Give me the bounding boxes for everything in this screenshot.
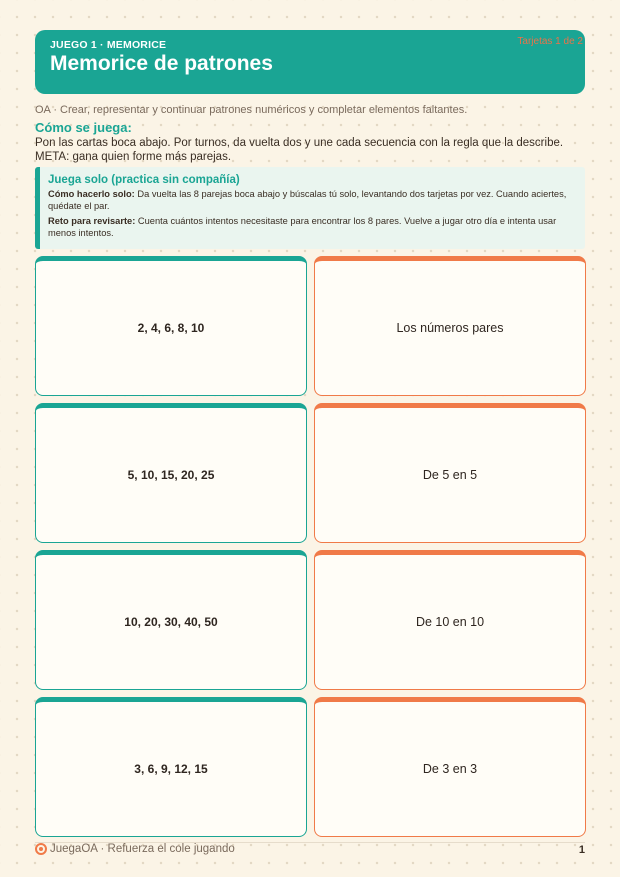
rule-text: De 5 en 5 (422, 468, 478, 482)
solo-play-box (35, 167, 585, 249)
howto-title: Cómo se juega: (35, 120, 132, 135)
solo-how-label: Cómo hacerlo solo: (48, 189, 135, 199)
game-eyebrow: JUEGO 1 · MEMORICE (50, 39, 167, 51)
brand-logo-icon (35, 843, 47, 855)
rule-card[interactable] (314, 550, 586, 690)
rule-text: De 10 en 10 (415, 615, 485, 629)
solo-challenge-label: Reto para revisarte: (48, 216, 136, 226)
sequence-card[interactable] (35, 256, 307, 396)
sheet-tag: Tarjetas 1 de 2 (517, 36, 583, 47)
footer-brand: JuegaOA · Refuerza el cole jugando (50, 843, 235, 855)
sequence-card[interactable] (35, 403, 307, 543)
game-header (35, 30, 585, 94)
page-number: 1 (578, 844, 585, 856)
sequence-text: 3, 6, 9, 12, 15 (134, 762, 208, 776)
rule-card[interactable] (314, 403, 586, 543)
sequence-text: 2, 4, 6, 8, 10 (137, 321, 205, 335)
learning-objective: OA · Crear, representar y continuar patrones numéricos y completar elementos faltantes. (35, 104, 468, 116)
rule-text: De 3 en 3 (422, 762, 478, 776)
sequence-card[interactable] (35, 697, 307, 837)
howto-text: Pon las cartas boca abajo. Por turnos, da vuelta dos y une cada secuencia con la regla que la describe. META: gana quien forme más parejas. (35, 137, 564, 163)
rule-card[interactable] (314, 697, 586, 837)
solo-challenge (48, 215, 575, 239)
rule-text: Los números pares (396, 321, 504, 335)
solo-title: Juega solo (practica sin compañía) (48, 174, 240, 186)
sequence-card[interactable] (35, 550, 307, 690)
solo-challenge-text: Cuenta cuántos intentos necesitaste para encontrar los 8 pares. Vuelve a jugar otro día e intenta usar menos intentos. (48, 216, 557, 238)
solo-how (48, 188, 575, 212)
page-title: Memorice de patrones (50, 52, 273, 75)
rule-card[interactable] (314, 256, 586, 396)
solo-how-text: Da vuelta las 8 parejas boca abajo y búscalas tú solo, levantando dos tarjetas por vez. Cuando aciertes, quédate el par. (48, 189, 567, 211)
sequence-text: 10, 20, 30, 40, 50 (124, 615, 218, 629)
sequence-text: 5, 10, 15, 20, 25 (127, 468, 215, 482)
